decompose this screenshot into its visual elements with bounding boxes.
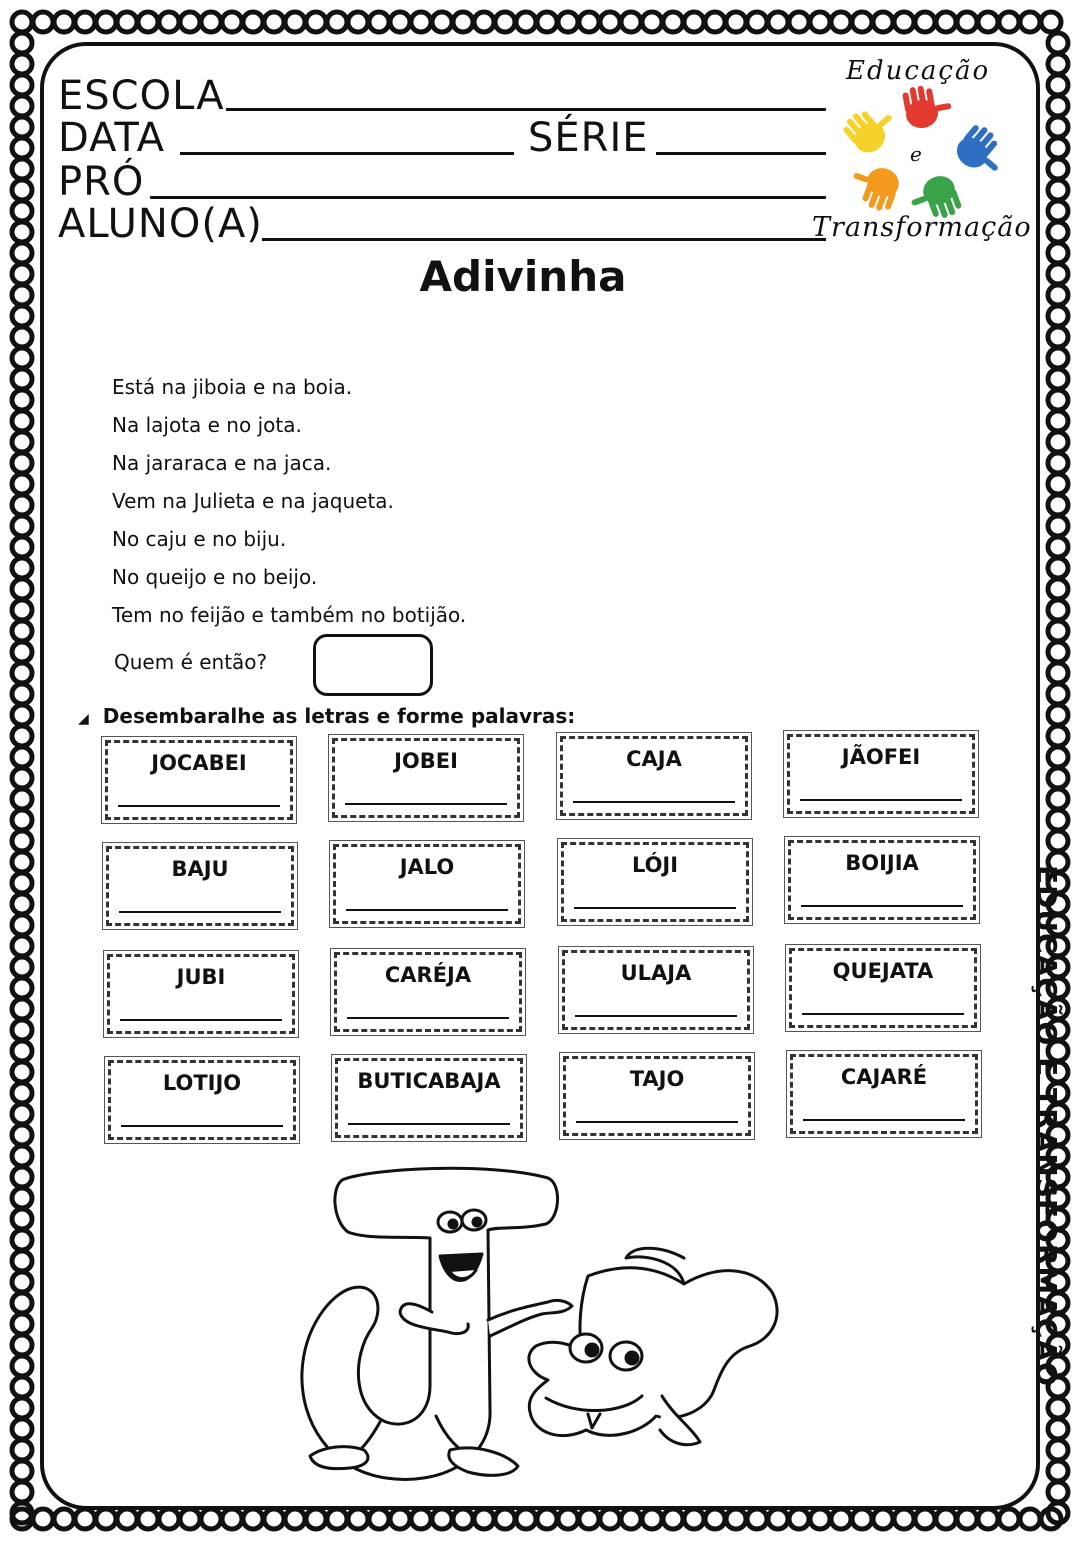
date-label: DATA — [58, 115, 166, 161]
word-card — [107, 954, 295, 1034]
scallop-loop — [96, 12, 116, 32]
scallop-loop — [663, 1509, 683, 1529]
scallop-loop — [264, 1509, 284, 1529]
scallop-loop — [1048, 327, 1068, 347]
scallop-loop — [12, 957, 32, 977]
answer-line[interactable] — [346, 909, 508, 911]
scallop-loop — [1048, 75, 1068, 95]
answer-line[interactable] — [573, 801, 735, 803]
logo-top-word: Educação — [846, 56, 991, 86]
logo-bottom-word: Transformação — [812, 212, 1032, 243]
answer-line[interactable] — [345, 803, 507, 805]
scallop-loop — [1048, 600, 1068, 620]
scallop-loop — [12, 180, 32, 200]
scallop-loop — [12, 1398, 32, 1418]
scallop-loop — [1048, 180, 1068, 200]
scallop-loop — [12, 1146, 32, 1166]
j-right-shoe — [449, 1448, 518, 1475]
word-card — [106, 846, 294, 926]
riddle-line: Na lajota e no jota. — [112, 413, 302, 437]
riddle-line: Está na jiboia e na boia. — [112, 375, 353, 399]
page-title: Adivinha — [419, 252, 627, 301]
school-field[interactable] — [226, 108, 826, 111]
student-label: ALUNO(A) — [58, 201, 263, 247]
scallop-loop — [579, 12, 599, 32]
word-card — [561, 842, 749, 922]
scallop-loop — [663, 12, 683, 32]
scallop-loop — [243, 12, 263, 32]
scallop-loop — [936, 1509, 956, 1529]
scallop-loop — [12, 1377, 32, 1397]
scallop-loop — [12, 999, 32, 1019]
scallop-loop — [264, 12, 284, 32]
scallop-loop — [96, 1509, 116, 1529]
instruction — [78, 704, 575, 728]
riddle-question: Quem é então? — [114, 650, 268, 674]
riddle-line: No queijo e no beijo. — [112, 565, 318, 589]
word-card — [335, 1058, 523, 1138]
scallop-loop — [12, 306, 32, 326]
scallop-loop — [75, 1509, 95, 1529]
answer-line[interactable] — [575, 1015, 737, 1017]
grade-label: SÉRIE — [528, 115, 649, 161]
scrambled-word: CAJA — [626, 747, 682, 771]
word-card — [790, 1054, 978, 1134]
scallop-loop — [852, 1509, 872, 1529]
scallop-loop — [453, 12, 473, 32]
scrambled-word: CARÉJA — [384, 963, 472, 987]
scallop-loop — [12, 54, 32, 74]
scallop-loop — [852, 12, 872, 32]
scallop-loop — [495, 1509, 515, 1529]
scallop-loop — [12, 516, 32, 536]
scallop-loop — [1048, 138, 1068, 158]
scallop-loop — [12, 1356, 32, 1376]
scallop-loop — [75, 12, 95, 32]
scallop-loop — [12, 894, 32, 914]
scallop-loop — [12, 558, 32, 578]
scallop-loop — [12, 348, 32, 368]
scallop-loop — [285, 1509, 305, 1529]
scallop-loop — [12, 831, 32, 851]
scallop-loop — [1048, 789, 1068, 809]
scallop-loop — [12, 915, 32, 935]
scallop-loop — [12, 747, 32, 767]
scallop-loop — [684, 12, 704, 32]
scallop-loop — [12, 1461, 32, 1481]
scallop-loop — [12, 159, 32, 179]
scallop-loop — [54, 12, 74, 32]
scallop-loop — [999, 1509, 1019, 1529]
word-card — [562, 950, 750, 1030]
scallop-loop — [1048, 726, 1068, 746]
scallop-loop — [12, 789, 32, 809]
scrambled-word: JUBI — [176, 965, 226, 989]
scallop-loop — [936, 12, 956, 32]
scallop-loop — [1048, 348, 1068, 368]
scallop-loop — [1048, 222, 1068, 242]
scallop-loop — [894, 12, 914, 32]
scallop-loop — [1048, 1398, 1068, 1418]
scallop-loop — [12, 96, 32, 116]
answer-line[interactable] — [803, 1119, 965, 1121]
scrambled-word: LOTIJO — [162, 1071, 242, 1095]
scallop-loop — [915, 12, 935, 32]
riddle-line: No caju e no biju. — [112, 527, 287, 551]
answer-line[interactable] — [576, 1121, 738, 1123]
side-watermark: EDUCAÇÃO E TRANSFORMAÇÃO — [1030, 865, 1063, 1387]
scallop-loop — [1048, 579, 1068, 599]
scallop-loop — [222, 1509, 242, 1529]
scallop-loop — [12, 1272, 32, 1292]
scallop-loop — [1048, 411, 1068, 431]
scallop-loop — [726, 1509, 746, 1529]
scrambled-word: ULAJA — [620, 961, 692, 985]
scallop-loop — [873, 12, 893, 32]
scallop-loop — [873, 1509, 893, 1529]
scallop-loop — [12, 474, 32, 494]
answer-line[interactable] — [119, 911, 281, 913]
word-card — [332, 738, 520, 818]
scallop-loop — [1048, 264, 1068, 284]
scallop-loop — [1048, 117, 1068, 137]
scallop-loop — [1048, 369, 1068, 389]
scallop-loop — [306, 12, 326, 32]
scallop-loop — [1048, 747, 1068, 767]
scallop-loop — [1048, 285, 1068, 305]
scallop-loop — [12, 726, 32, 746]
word-card — [788, 840, 976, 920]
answer-line[interactable] — [120, 1019, 282, 1021]
scrambled-word: JÃOFEI — [841, 745, 921, 769]
scallop-loop — [684, 1509, 704, 1529]
scallop-loop — [810, 12, 830, 32]
scallop-loop — [474, 12, 494, 32]
yellow-hand-icon — [840, 97, 902, 159]
scallop-loop — [159, 1509, 179, 1529]
scallop-loop — [12, 432, 32, 452]
scallop-loop — [348, 12, 368, 32]
scallop-loop — [516, 12, 536, 32]
scrambled-word: LÓJI — [631, 853, 679, 877]
scallop-loop — [12, 768, 32, 788]
answer-line[interactable] — [801, 905, 963, 907]
scallop-loop — [12, 1188, 32, 1208]
scallop-loop — [327, 1509, 347, 1529]
scallop-loop — [1048, 474, 1068, 494]
answer-line[interactable] — [121, 1125, 283, 1127]
scallop-loop — [894, 1509, 914, 1529]
scallop-loop — [12, 1293, 32, 1313]
scallop-loop — [1048, 663, 1068, 683]
scallop-loop — [12, 1041, 32, 1061]
scallop-loop — [1048, 768, 1068, 788]
j-right-arm — [488, 1300, 572, 1336]
scallop-loop — [390, 1509, 410, 1529]
word-card — [105, 740, 293, 820]
scallop-loop — [12, 579, 32, 599]
blue-hand-icon — [951, 121, 1013, 183]
scrambled-word: BOIJIA — [845, 851, 919, 875]
scallop-loop — [243, 1509, 263, 1529]
scallop-loop — [33, 12, 53, 32]
scallop-loop — [558, 1509, 578, 1529]
scallop-loop — [642, 12, 662, 32]
scallop-loop — [915, 1509, 935, 1529]
scallop-loop — [12, 621, 32, 641]
word-card — [563, 1056, 751, 1136]
word-card — [789, 948, 977, 1028]
scallop-loop — [12, 600, 32, 620]
scallop-loop — [12, 1062, 32, 1082]
scallop-loop — [1048, 810, 1068, 830]
scallop-loop — [12, 537, 32, 557]
scallop-loop — [1048, 1440, 1068, 1460]
scallop-loop — [117, 12, 137, 32]
scallop-loop — [537, 1509, 557, 1529]
scallop-loop — [12, 327, 32, 347]
scallop-loop — [1048, 432, 1068, 452]
scallop-loop — [1048, 390, 1068, 410]
scrambled-word: BUTICABAJA — [357, 1069, 501, 1093]
scallop-loop — [12, 222, 32, 242]
scallop-loop — [12, 642, 32, 662]
scallop-loop — [411, 1509, 431, 1529]
scallop-loop — [12, 75, 32, 95]
scallop-loop — [831, 12, 851, 32]
scallop-loop — [1048, 1419, 1068, 1439]
scallop-loop — [1048, 54, 1068, 74]
scallop-loop — [768, 1509, 788, 1529]
scallop-loop — [12, 1167, 32, 1187]
scallop-loop — [369, 12, 389, 32]
scallop-loop — [201, 1509, 221, 1529]
scallop-loop — [159, 12, 179, 32]
word-card — [560, 736, 748, 816]
scallop-loop — [1048, 831, 1068, 851]
scallop-loop — [1048, 1482, 1068, 1502]
scallop-loop — [1048, 558, 1068, 578]
scallop-loop — [222, 12, 242, 32]
letter-j-and-alligator-illustration — [290, 1160, 790, 1490]
instruction-text: Desembaralhe as letras e forme palavras: — [102, 704, 576, 728]
scallop-loop — [579, 1509, 599, 1529]
scrambled-word: CAJARÉ — [840, 1065, 928, 1089]
scallop-loop — [12, 1104, 32, 1124]
scallop-loop — [12, 495, 32, 515]
j-left-shoe — [310, 1447, 368, 1469]
scrambled-word: JOBEI — [394, 749, 458, 773]
scallop-loop — [1048, 537, 1068, 557]
teacher-field[interactable] — [150, 196, 826, 199]
scallop-loop — [12, 201, 32, 221]
scallop-loop — [1048, 705, 1068, 725]
scallop-loop — [453, 1509, 473, 1529]
scallop-loop — [432, 12, 452, 32]
scallop-loop — [348, 1509, 368, 1529]
scallop-loop — [1048, 33, 1068, 53]
scallop-loop — [1020, 12, 1040, 32]
scallop-loop — [747, 1509, 767, 1529]
scallop-loop — [411, 12, 431, 32]
scallop-loop — [831, 1509, 851, 1529]
scallop-loop — [789, 1509, 809, 1529]
scrambled-word: TAJO — [629, 1067, 685, 1091]
scallop-loop — [621, 1509, 641, 1529]
word-card — [787, 734, 975, 814]
date-field[interactable] — [180, 152, 514, 155]
scallop-loop — [285, 12, 305, 32]
scallop-loop — [1041, 12, 1061, 32]
red-hand-icon — [901, 81, 954, 130]
scallop-loop — [1048, 306, 1068, 326]
scallop-loop — [12, 33, 32, 53]
school-label: ESCOLA — [58, 73, 225, 119]
scallop-loop — [12, 810, 32, 830]
scallop-loop — [1048, 621, 1068, 641]
word-card — [334, 952, 522, 1032]
logo-middle-word: e — [910, 142, 922, 166]
scallop-loop — [810, 1509, 830, 1529]
scallop-loop — [12, 1419, 32, 1439]
scallop-loop — [390, 12, 410, 32]
scallop-loop — [54, 1509, 74, 1529]
scallop-loop — [369, 1509, 389, 1529]
scrambled-word: BAJU — [171, 857, 229, 881]
answer-line[interactable] — [118, 805, 280, 807]
scallop-loop — [12, 1125, 32, 1145]
word-card — [108, 1060, 296, 1140]
answer-line[interactable] — [800, 799, 962, 801]
scallop-loop — [1048, 201, 1068, 221]
scallop-loop — [1048, 243, 1068, 263]
answer-line[interactable] — [348, 1123, 510, 1125]
scallop-loop — [642, 1509, 662, 1529]
scallop-loop — [537, 12, 557, 32]
riddle-answer-box[interactable] — [313, 634, 433, 696]
scallop-loop — [474, 1509, 494, 1529]
scallop-loop — [600, 1509, 620, 1529]
scallop-loop — [12, 873, 32, 893]
scallop-loop — [138, 1509, 158, 1529]
scallop-loop — [1048, 453, 1068, 473]
scallop-loop — [12, 852, 32, 872]
scallop-loop — [12, 1083, 32, 1103]
riddle-line: Vem na Julieta e na jaqueta. — [112, 489, 394, 513]
scrambled-word: QUEJATA — [832, 959, 934, 983]
scallop-loop — [705, 1509, 725, 1529]
riddle-list — [112, 372, 466, 638]
scallop-loop — [12, 1209, 32, 1229]
scallop-loop — [1020, 1509, 1040, 1529]
orange-hand-icon — [845, 159, 903, 214]
student-field[interactable] — [262, 238, 826, 241]
scallop-loop — [516, 1509, 536, 1529]
scallop-loop — [12, 1251, 32, 1271]
scallop-loop — [12, 12, 32, 32]
scallop-loop — [747, 12, 767, 32]
scallop-loop — [12, 1020, 32, 1040]
scallop-loop — [180, 12, 200, 32]
scallop-loop — [957, 12, 977, 32]
scallop-loop — [12, 1230, 32, 1250]
scallop-loop — [12, 1314, 32, 1334]
scallop-loop — [12, 1440, 32, 1460]
scallop-loop — [978, 1509, 998, 1529]
scallop-loop — [117, 1509, 137, 1529]
scallop-loop — [12, 453, 32, 473]
riddle-line: Tem no feijão e também no botijão. — [112, 603, 467, 627]
scallop-loop — [978, 12, 998, 32]
scallop-loop — [957, 1509, 977, 1529]
answer-line[interactable] — [802, 1013, 964, 1015]
scallop-loop — [558, 12, 578, 32]
scallop-loop — [12, 1482, 32, 1502]
scallop-loop — [621, 12, 641, 32]
riddle-line: Na jararaca e na jaca. — [112, 451, 332, 475]
scallop-loop — [12, 411, 32, 431]
scallop-loop — [12, 117, 32, 137]
scallop-loop — [999, 12, 1019, 32]
scallop-loop — [12, 138, 32, 158]
scallop-loop — [201, 12, 221, 32]
scallop-loop — [1048, 495, 1068, 515]
scallop-loop — [33, 1509, 53, 1529]
scallop-loop — [12, 390, 32, 410]
scallop-loop — [12, 663, 32, 683]
answer-line[interactable] — [574, 907, 736, 909]
scallop-loop — [495, 12, 515, 32]
scallop-loop — [180, 1509, 200, 1529]
word-card — [333, 844, 521, 924]
scallop-loop — [1048, 642, 1068, 662]
scallop-loop — [306, 1509, 326, 1529]
grade-field[interactable] — [656, 152, 826, 155]
scallop-loop — [705, 12, 725, 32]
scallop-loop — [1048, 159, 1068, 179]
alligator-body — [529, 1268, 777, 1436]
scallop-loop — [789, 12, 809, 32]
scallop-loop — [726, 12, 746, 32]
scallop-loop — [12, 978, 32, 998]
scallop-loop — [138, 12, 158, 32]
scallop-loop — [1048, 684, 1068, 704]
scrambled-word: JOCABEI — [151, 751, 247, 775]
scallop-loop — [768, 12, 788, 32]
triangle-bullet-icon: ◢ — [78, 711, 89, 727]
scallop-loop — [1048, 1461, 1068, 1481]
scallop-loop — [600, 12, 620, 32]
scallop-loop — [12, 705, 32, 725]
scallop-loop — [1048, 96, 1068, 116]
scallop-loop — [1048, 516, 1068, 536]
teacher-label: PRÓ — [58, 159, 145, 205]
scallop-loop — [12, 684, 32, 704]
answer-line[interactable] — [347, 1017, 509, 1019]
scallop-loop — [432, 1509, 452, 1529]
scallop-loop — [12, 936, 32, 956]
scallop-loop — [12, 369, 32, 389]
scallop-loop — [12, 1335, 32, 1355]
scrambled-word: JALO — [399, 855, 455, 879]
scallop-loop — [327, 12, 347, 32]
